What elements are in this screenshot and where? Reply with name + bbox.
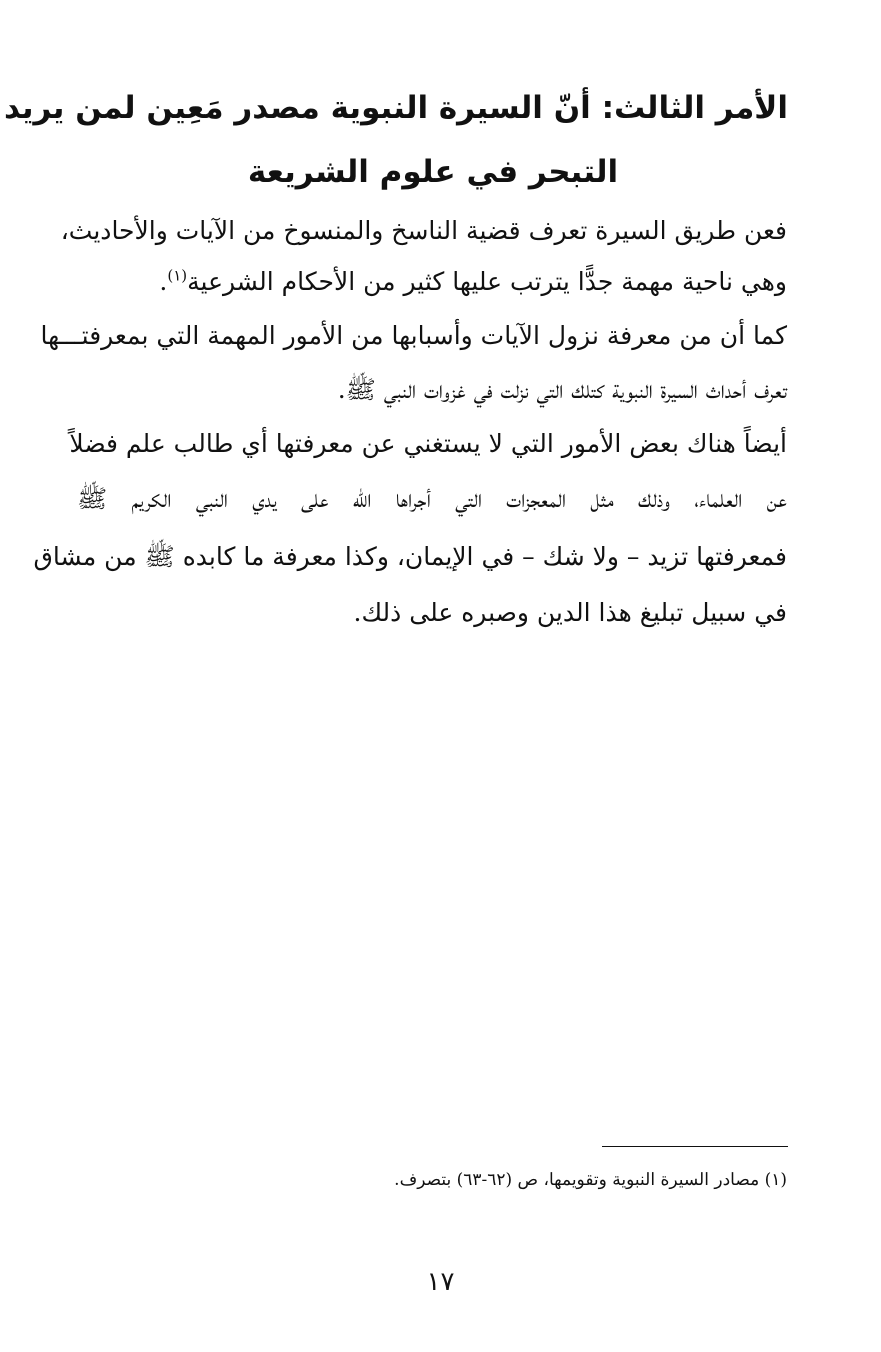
page-number: ١٧ xyxy=(426,1267,455,1297)
footnote-marker[interactable]: (١) xyxy=(167,266,188,285)
footnote-separator xyxy=(602,1146,788,1147)
paragraph-1-line-2 xyxy=(77,262,787,302)
paragraph-1-line-2-text: وهي ناحية مهمة جدًّا يترتب عليها كثير من الأحكام الشرعية xyxy=(187,267,787,296)
paragraph-3-line-2: عن العلماء، وذلك مثل المعجزات التي أجراها الله على يدي النبي الكريم ﷺ xyxy=(77,484,787,513)
paragraph-2-line-2: تعرف أحداث السيرة النبوية كتلك التي نزلت في غزوات النبي ﷺ. xyxy=(337,375,787,404)
footnote-1: (١) مصادر السيرة النبوية وتقويمها، ص (٦٢-٦٣) بتصرف. xyxy=(394,1170,787,1190)
paragraph-2-line-1: كما أن من معرفة نزول الآيات وأسبابها من الأمور المهمة التي بمعرفتـــها xyxy=(40,321,787,350)
section-heading-line-2: التبحر في علوم الشريعة xyxy=(247,154,619,190)
paragraph-1-line-1: فعن طريق السيرة تعرف قضية الناسخ والمنسوخ من الآيات والأحاديث، xyxy=(60,216,787,245)
paragraph-3-line-3: فمعرفتها تزيد – ولا شك – في الإيمان، وكذا معرفة ما كابده ﷺ من مشاق xyxy=(33,542,787,571)
section-heading-line-1: الأمر الثالث: أنّ السيرة النبوية مصدر مَعِين لمن يريد xyxy=(3,90,788,126)
paragraph-3-line-1: أيضاً هناك بعض الأمور التي لا يستغني عن معرفتها أي طالب علم فضلاً xyxy=(69,429,787,458)
paragraph-3-line-4: في سبيل تبليغ هذا الدين وصبره على ذلك. xyxy=(353,598,787,627)
paragraph-1-line-2-end: . xyxy=(159,267,168,296)
